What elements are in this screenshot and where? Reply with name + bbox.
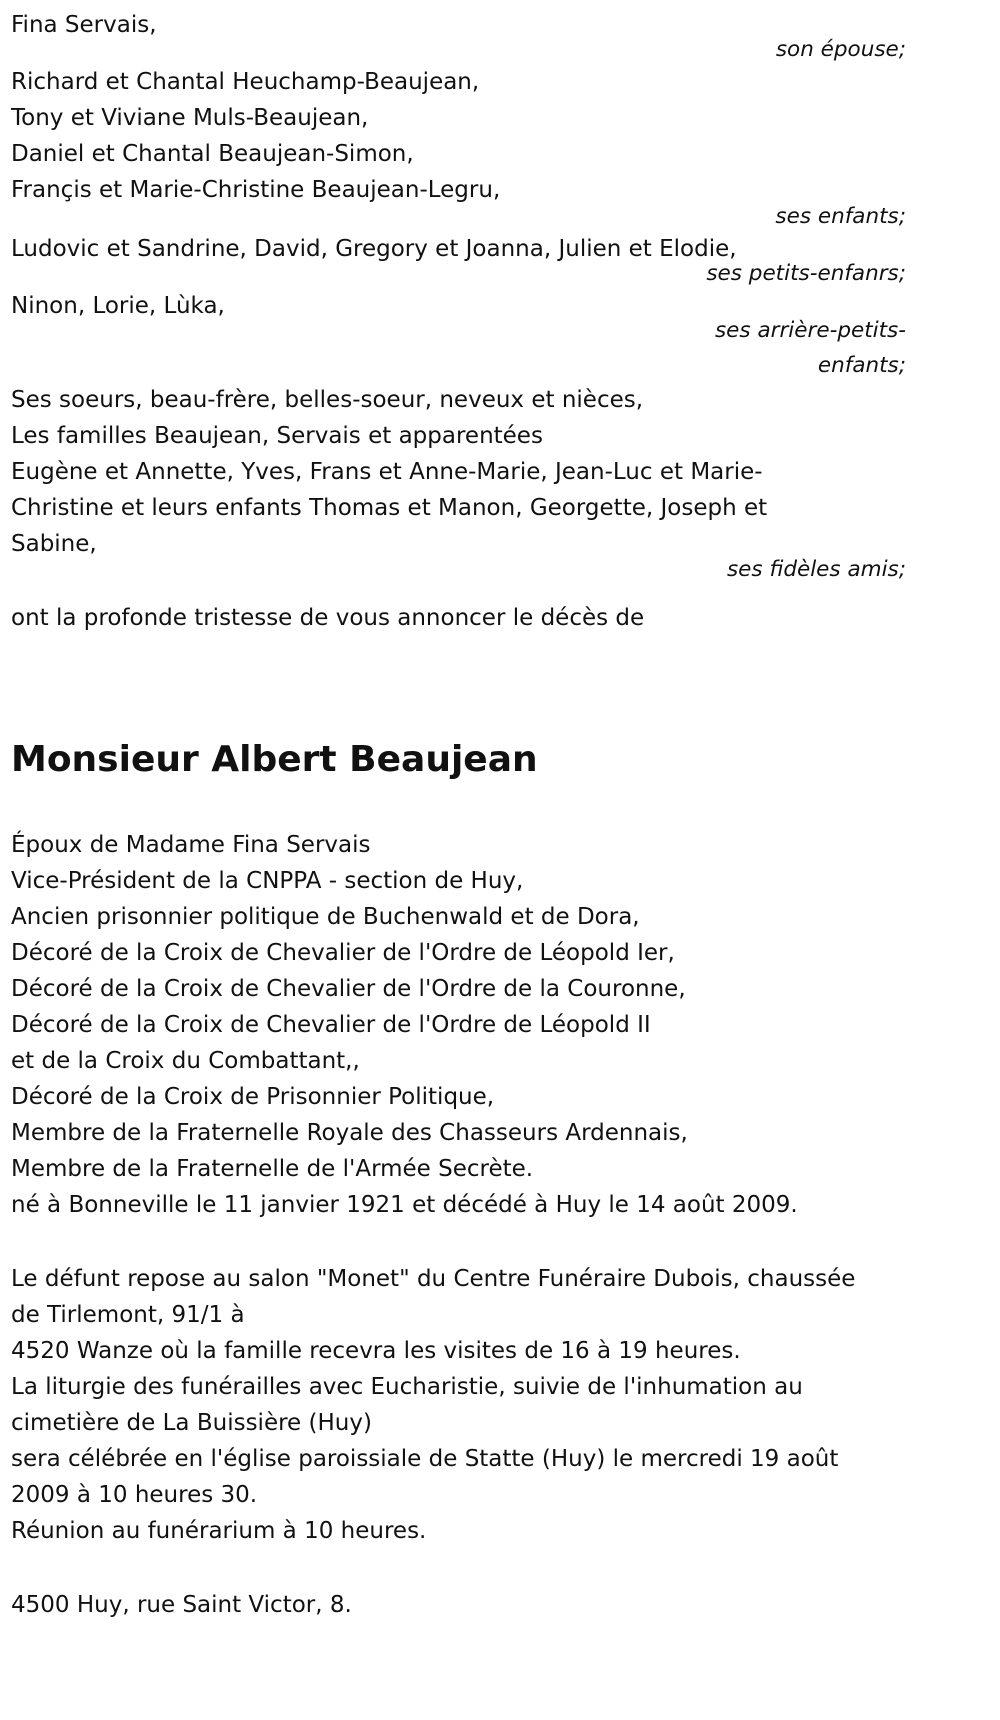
grandchildren-role: ses petits-enfanrs; bbox=[706, 261, 906, 286]
great-grandchildren-names: Ninon, Lorie, Lùka, bbox=[11, 293, 225, 319]
title-line: Décoré de la Croix de Chevalier de l'Ordre de Léopold Ier, bbox=[11, 940, 675, 966]
funeral-info-line: de Tirlemont, 91/1 à bbox=[11, 1302, 245, 1328]
child-line: Richard et Chantal Heuchamp-Beaujean, bbox=[11, 69, 480, 95]
friends-role: ses fidèles amis; bbox=[726, 557, 906, 582]
great-grandchildren-role: ses arrière-petits- bbox=[714, 318, 906, 343]
relatives-line: Sabine, bbox=[11, 531, 97, 557]
child-line: Daniel et Chantal Beaujean-Simon, bbox=[11, 141, 414, 167]
great-grandchildren-role-continued: enfants; bbox=[817, 353, 906, 378]
child-line: Françis et Marie-Christine Beaujean-Legru, bbox=[11, 177, 501, 203]
grandchildren-names: Ludovic et Sandrine, David, Gregory et Joanna, Julien et Elodie, bbox=[11, 236, 737, 262]
title-line: Membre de la Fraternelle Royale des Chasseurs Ardennais, bbox=[11, 1120, 688, 1146]
deceased-name: Monsieur Albert Beaujean bbox=[11, 739, 538, 780]
funeral-info-line: 2009 à 10 heures 30. bbox=[11, 1482, 258, 1508]
funeral-info-line: 4520 Wanze où la famille recevra les visites de 16 à 19 heures. bbox=[11, 1338, 741, 1364]
children-role: ses enfants; bbox=[775, 204, 906, 229]
funeral-info-line: La liturgie des funérailles avec Eucharistie, suivie de l'inhumation au bbox=[11, 1374, 803, 1400]
title-line: Époux de Madame Fina Servais bbox=[11, 832, 371, 858]
relatives-line: Eugène et Annette, Yves, Frans et Anne-Marie, Jean-Luc et Marie- bbox=[11, 459, 763, 485]
title-line: Décoré de la Croix de Chevalier de l'Ordre de Léopold II bbox=[11, 1012, 651, 1038]
funeral-info-line: Le défunt repose au salon "Monet" du Centre Funéraire Dubois, chaussée bbox=[11, 1266, 856, 1292]
address-line: 4500 Huy, rue Saint Victor, 8. bbox=[11, 1592, 352, 1618]
birth-death-line: né à Bonneville le 11 janvier 1921 et décédé à Huy le 14 août 2009. bbox=[11, 1192, 798, 1218]
funeral-info-line: Réunion au funérarium à 10 heures. bbox=[11, 1518, 427, 1544]
title-line: Décoré de la Croix de Prisonnier Politique, bbox=[11, 1084, 495, 1110]
relatives-line: Les familles Beaujean, Servais et apparentées bbox=[11, 423, 543, 449]
title-line: Membre de la Fraternelle de l'Armée Secrète. bbox=[11, 1156, 534, 1182]
relatives-line: Christine et leurs enfants Thomas et Manon, Georgette, Joseph et bbox=[11, 495, 768, 521]
title-line: Décoré de la Croix de Chevalier de l'Ordre de la Couronne, bbox=[11, 976, 686, 1002]
title-line: et de la Croix du Combattant,, bbox=[11, 1048, 360, 1074]
title-line: Ancien prisonnier politique de Buchenwald et de Dora, bbox=[11, 904, 640, 930]
child-line: Tony et Viviane Muls-Beaujean, bbox=[11, 105, 369, 131]
funeral-info-line: sera célébrée en l'église paroissiale de Statte (Huy) le mercredi 19 août bbox=[11, 1446, 839, 1472]
title-line: Vice-Président de la CNPPA - section de Huy, bbox=[11, 868, 524, 894]
relatives-line: Ses soeurs, beau-frère, belles-soeur, neveux et nièces, bbox=[11, 387, 644, 413]
funeral-info-line: cimetière de La Buissière (Huy) bbox=[11, 1410, 372, 1436]
spouse-role: son épouse; bbox=[775, 37, 906, 62]
announcement-text: ont la profonde tristesse de vous annoncer le décès de bbox=[11, 605, 645, 631]
spouse-name: Fina Servais, bbox=[11, 12, 157, 38]
